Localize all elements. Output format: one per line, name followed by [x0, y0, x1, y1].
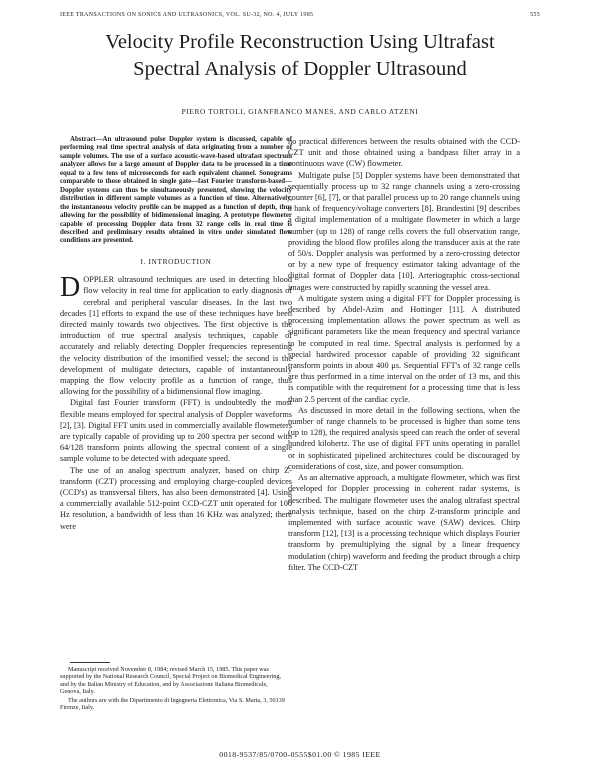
intro-paragraph-2: Digital fast Fourier transform (FFT) is undoubtedly the most flexible means employed for spectral analysis of Doppler waveforms [2], [3]. Digital FFT units used in commercially available flowmeters are typically capable of providing up to 200 spectra per second with 64/128 transform points allowing the spectral content of a single sample volume to be detected with adequate speed.	[60, 398, 292, 464]
journal-header: IEEE TRANSACTIONS ON SONICS AND ULTRASONICS, VOL. SU-32, NO. 4, JULY 1985	[60, 12, 314, 18]
drop-cap: D	[60, 272, 81, 304]
title-line-1: Velocity Profile Reconstruction Using Ultrafast	[105, 31, 495, 53]
footnote-manuscript: Manuscript received November 8, 1984; revised March 15, 1985. This paper was supported by the National Research Council, Special Project on Biomedical Engineering, and by the Italian Ministry of Education, and by Associazione Italiana Biomedicale, Genova, Italy.	[60, 666, 281, 696]
intro-paragraph-1-text: OPPLER ultrasound techniques are used in detecting blood flow velocity in real time for application to early diagnosis of cerebral and peripheral vascular diseases. In the last two decades [1] efforts to expand the use of these techniques have been directed mainly towards two objectives. The first objective is the introduction of true spectral analysis techniques, capable of accurately and reliably detecting Doppler frequencies representing the velocity distribution of the insonified vessel; the second is the development of multigate detectors, capable of instantaneously mapping the flow velocity profile as a function of range, thus allowing for the possibility of a bidimensional flow imaging.	[60, 275, 292, 397]
intro-paragraph-1	[60, 274, 292, 397]
author-list: PIERO TORTOLI, GIANFRANCO MANES, AND CARLO ATZENI	[181, 107, 419, 116]
right-paragraph-4: As discussed in more detail in the following sections, when the number of range channels to be processed is higher than some tens (up to 128), the required analysis speed can reach the order of several hundred kilohertz. The use of digital FFT units operating in parallel or in sophisticated pipelined architectures could be discouraged by considerations of cost, size, and power consumption.	[288, 405, 520, 471]
abstract: Abstract—An ultrasound pulse Doppler system is discussed, capable of performing real time spectral analysis of data originating from a number of sample volumes. The use of a surface acoustic-wave-based ultrafast spectrum analyzer allows for a large amount of Doppler data to be processed in a time equal to a few tens of microseconds for each equivalent channel. Sonograms comparable to those obtained in single gate—fast Fourier transform-based—Doppler systems can thus be simultaneously presented, showing the velocity distribution in different sample volumes as a function of time. Alternatively, the instantaneous velocity profile can be mapped as a function of depth, thus allowing for the possibility of bidimensional imaging. A prototype flowmeter capable of processing Doppler data from 32 range cells in real time is described and preliminary results obtained in vitro under simulated flow conditions are presented.	[60, 136, 292, 245]
title-line-2: Spectral Analysis of Doppler Ultrasound	[133, 58, 467, 80]
left-column	[60, 136, 292, 532]
right-column	[288, 136, 520, 573]
paper-title	[40, 29, 560, 83]
right-paragraph-3: A multigate system using a digital FFT for Doppler processing is described by Abdel-Azim and Hottinger [11]. A distributed processing implementation allows the power spectrum as well as significant parameters like the mean frequency and spectral variance to be computed in real time. Spectral analysis is performed by a special hardwired processor capable of providing 32 significant transform points in about 400 μs. Sequential FFT's of 32 range cells are thus performed in a time interval on the order of 13 ms, and this is compatible with the requirement for a processing time that is less than 2.5 percent of the cardiac cycle.	[288, 293, 520, 404]
footnote-rule	[70, 662, 110, 663]
intro-paragraph-3: The use of an analog spectrum analyzer, based on chirp Z-transform (CZT) processing and employing charge-coupled devices (CCD's) as transversal filters, has also been demonstrated [4]. Using a commercially available 512-point CCD-CZT unit operated for 100 Hz resolution, a bandwidth of less than 16 KHz was analyzed; there were	[60, 465, 292, 531]
section-heading: I. INTRODUCTION	[140, 256, 212, 266]
footnotes	[60, 662, 290, 712]
copyright-line: 0018-9537/85/0700-0555$01.00 © 1985 IEEE	[219, 750, 381, 759]
page-number: 555	[530, 12, 540, 18]
right-paragraph-5: As an alternative approach, a multigate flowmeter, which was first developed for Doppler processing in coherent radar systems, is described. The multigate flowmeter uses the analog ultrafast spectral analysis technique, based on the chirp Z-transform principle and implemented with surface acoustic wave (SAW) devices. Chirp transform [12], [13] is a processing technique which displays Fourier transform by premultiplying the signal by a linear frequency modulation (chirp) waveform and feeding the product through a chirp filter. The CCD-CZT	[288, 473, 520, 572]
footnote-affiliation: The authors are with the Dipartimento di Ingegneria Elettronica, Via S. Marta, 3, 50139 Firenze, Italy.	[60, 696, 285, 712]
right-paragraph-1: no practical differences between the results obtained with the CCD-CZT unit and those obtained using a bandpass filter array in a continuous wave (CW) flowmeter.	[288, 137, 520, 169]
right-paragraph-2: Multigate pulse [5] Doppler systems have been demonstrated that sequentially process up to 32 range channels using a zero-crossing counter [6], [7], or that parallel process up to 20 range channels using a bank of frequency/voltage converters [8]. Brandestini [9] describes a digital implementation of a multigate flowmeter in which a large number (up to 128) of range cells covers the full observation range, providing the blood flow profiles along the transducer axis at the rate of 50/s. Doppler analysis was performed by a zero-crossing detector or by a new type of frequency estimator taking advantage of the digital format of Doppler data [10]. Arteriographic cross-sectional images were constructed by rapidly scanning the vessel area.	[288, 170, 520, 292]
